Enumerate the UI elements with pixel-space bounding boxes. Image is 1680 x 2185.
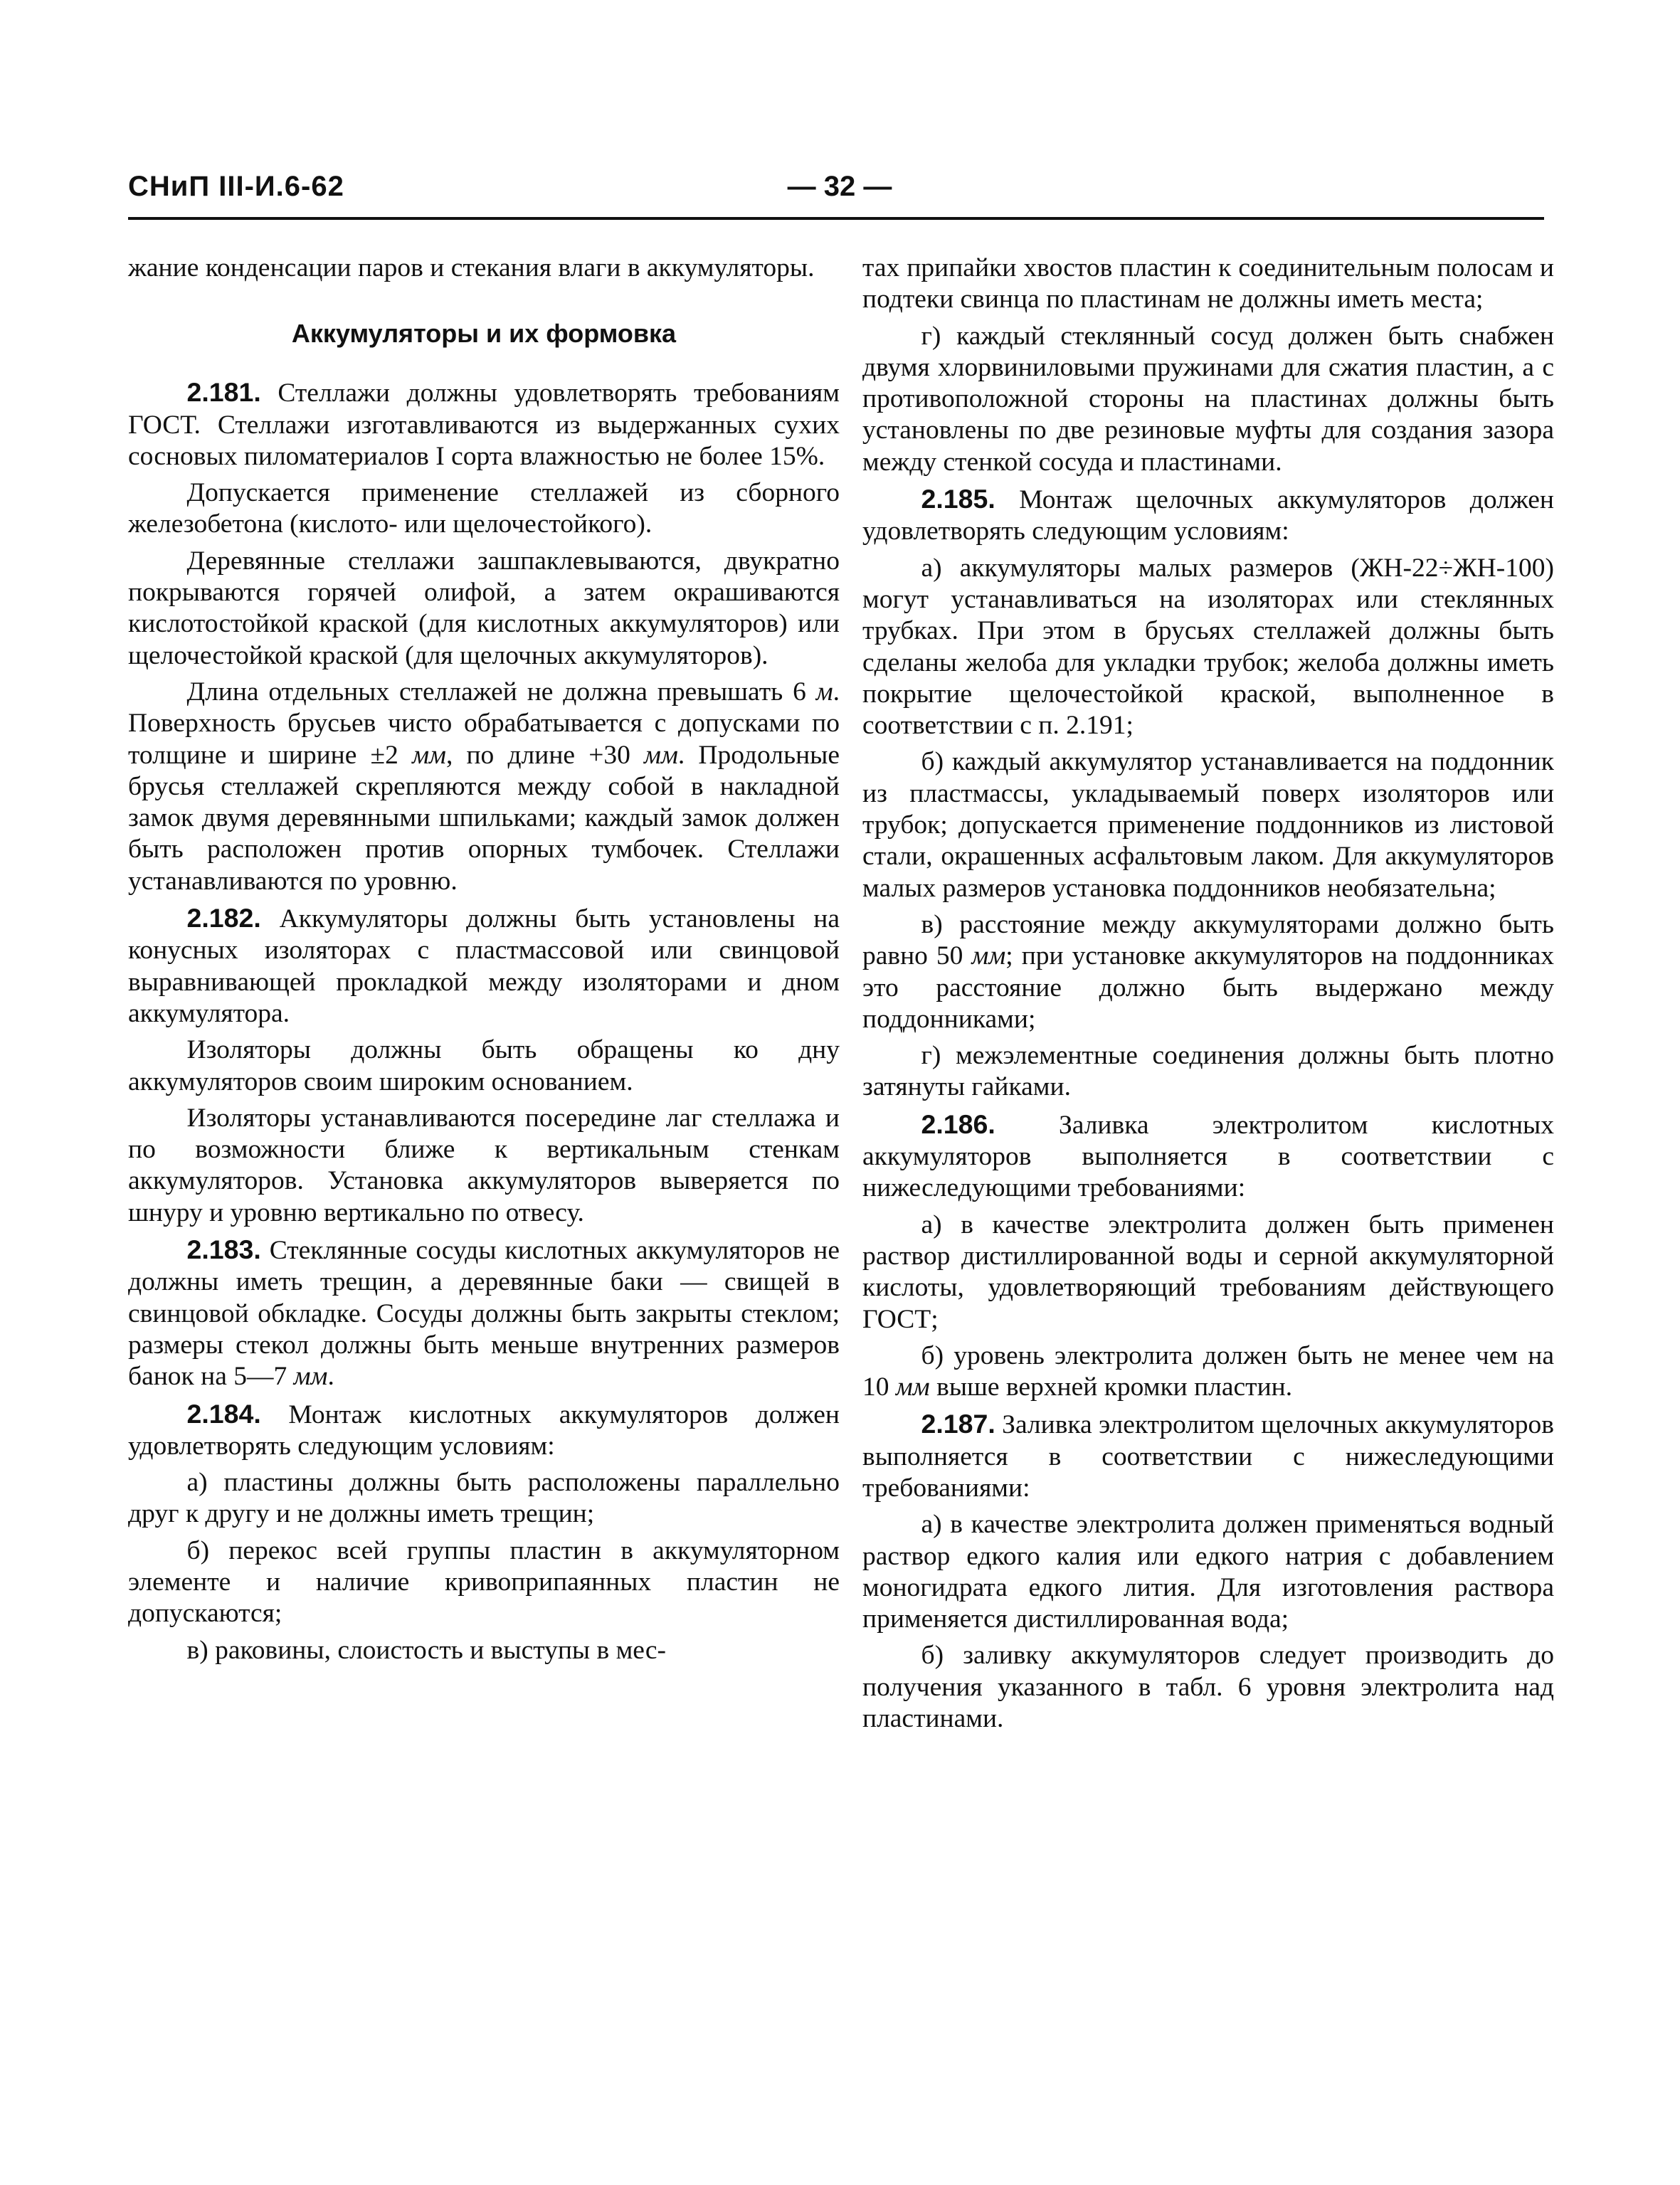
text-run: Длина отдельных стеллажей не должна превышать 6 (186, 677, 816, 707)
unit: мм (895, 1372, 930, 1402)
list-item-g: г) межэлементные соединения должны быть плотно затянуты гайками. (862, 1041, 1554, 1102)
text-run: . Поверхность брусьев чисто обрабатывается с допусками по толщине и ширине ±2 (128, 677, 840, 770)
clause-text: Монтаж кислотных аккумуляторов должен удовлетворять следующим условиям: (128, 1400, 840, 1461)
clause-text: Аккумуляторы должны быть установлены на конусных изоляторах с пластмассовой или свинцовой выравнивающей прокладкой между изоляторами и дном аккумулятора. (128, 904, 840, 1028)
list-item-a: а) пластины должны быть расположены параллельно друг к другу и не должны иметь трещин; (128, 1468, 840, 1529)
list-item-a: а) в качестве электролита должен применяться водный раствор едкого калия или едкого натрия с добавлением моногидрата едкого лития. Для изготовления раствора применяется дистиллированная вода; (862, 1510, 1554, 1634)
clause-number: 2.187. (921, 1409, 995, 1439)
clause-2-185 (862, 483, 1554, 548)
clause-2-186 (862, 1109, 1554, 1205)
clause-2-184 (128, 1398, 840, 1463)
page-number: — 32 — (787, 171, 892, 202)
list-item-v (862, 909, 1554, 1035)
clause-number: 2.184. (186, 1398, 261, 1429)
text-run: выше верхней кромки пластин. (929, 1372, 1293, 1402)
document-code: СНиП III-И.6-62 (128, 171, 344, 202)
page-header (128, 165, 1544, 215)
list-item-b: б) заливку аккумуляторов следует производить до получения указанного в табл. 6 уровня электролита над пластинами. (862, 1641, 1554, 1734)
unit: мм (293, 1362, 328, 1392)
list-item-b (862, 1340, 1554, 1404)
text-run: . Продольные брусья стеллажей скрепляются между собой в накладной замок двумя деревянными шпильками; каждый замок должен быть расположен против опорных тумбочек. Стеллажи устанавливаются по уровню. (128, 740, 840, 896)
clause-number: 2.183. (186, 1234, 261, 1265)
text-run: ; при установке аккумуляторов на поддонниках это расстояние должно быть выдержано между поддонниками; (862, 941, 1554, 1034)
clause-text: Стеллажи должны удовлетворять требованиям ГОСТ. Стеллажи изготавливаются из выдержанных сухих сосновых пиломатериалов I сорта влажностью не более 15%. (128, 379, 840, 471)
text-run: в) расстояние между аккумуляторами должно быть равно 50 (862, 909, 1554, 971)
text-run: б) уровень электролита должен быть не менее чем на 10 (862, 1340, 1554, 1402)
clause-number: 2.182. (186, 903, 261, 933)
right-column (862, 253, 1554, 1735)
clause-2-182 (128, 902, 840, 1030)
list-item-g: г) каждый стеклянный сосуд должен быть снабжен двумя хлорвиниловыми пружинами для сжатия пластин, а с противоположной стороны на пластинах должны быть установлены по две резиновые муфты для создания зазора между стенкой сосуда и пластинами. (862, 321, 1554, 477)
clause-text: Заливка электролитом кислотных аккумуляторов выполняется в соответствии с нижеследующими требованиями: (862, 1110, 1554, 1203)
unit: м (815, 677, 833, 707)
left-column (128, 253, 840, 1666)
paragraph: Деревянные стеллажи зашпаклевываются, двукратно покрываются горячей олифой, а затем окрашиваются кислотостойкой краской (для кислотных аккумуляторов) или щелочестойкой краской (для щелочных аккумуляторов). (128, 546, 840, 670)
list-item-b: б) перекос всей группы пластин в аккумуляторном элементе и наличие кривоприпаянных пластин не допускаются; (128, 1535, 840, 1629)
clause-2-183 (128, 1234, 840, 1392)
list-item-v: в) раковины, слоистость и выступы в мес- (186, 1635, 667, 1665)
paragraph-continued: жание конденсации паров и стекания влаги в аккумуляторы. (128, 253, 815, 282)
clause-text: Заливка электролитом щелочных аккумуляторов выполняется в соответствии с нижеследующими требованиями: (862, 1410, 1554, 1503)
paragraph: Изоляторы должны быть обращены ко дну аккумуляторов своим широким основанием. (128, 1035, 840, 1096)
section-heading: Аккумуляторы и их формовка (291, 319, 677, 349)
unit: мм (412, 740, 446, 770)
clause-number: 2.185. (921, 484, 995, 514)
clause-text: Монтаж щелочных аккумуляторов должен удовлетворять следующим условиям: (862, 485, 1554, 546)
text-run: , по длине +30 (445, 740, 645, 770)
paragraph (128, 677, 840, 897)
unit: мм (971, 941, 1006, 971)
header-rule (128, 217, 1544, 220)
list-item-a: а) в качестве электролита должен быть применен раствор дистиллированной воды и серной аккумуляторной кислоты, удовлетворяющий требованиям действующего ГОСТ; (862, 1210, 1554, 1334)
clause-2-181 (128, 376, 840, 472)
text-run: . (327, 1362, 334, 1392)
clause-number: 2.186. (921, 1109, 995, 1139)
clause-number: 2.181. (186, 377, 261, 408)
list-item-a: а) аккумуляторы малых размеров (ЖН-22÷ЖН-100) могут устанавливаться на изоляторах или стеклянных трубках. При этом в брусьях стеллажей должны быть сделаны желоба для укладки трубок; желоба должны иметь покрытие щелочестойкой краской, выполненное в соответствии с п. 2.191; (862, 553, 1554, 741)
list-item-b: б) каждый аккумулятор устанавливается на поддонник из пластмассы, укладываемый поверх изоляторов или трубок; допускается применение поддонников из листовой стали, окрашенных асфальтовым лаком. Для аккумуляторов малых размеров установка поддонников необязательна; (862, 747, 1554, 903)
unit: мм (644, 740, 678, 770)
clause-text: Стеклянные сосуды кислотных аккумуляторов не должны иметь трещин, а деревянные баки — свищей в свинцовой обкладке. Сосуды должны быть закрыты стеклом; размеры стекол должны быть меньше внутренних размеров банок на 5—7 (128, 1236, 840, 1392)
clause-2-187 (862, 1408, 1554, 1504)
paragraph-continued: тах припайки хвостов пластин к соединительным полосам и подтеки свинца по пластинам не должны иметь места; (862, 253, 1554, 314)
paragraph: Допускается применение стеллажей из сборного железобетона (кислото- или щелочестойкого). (128, 478, 840, 539)
paragraph: Изоляторы устанавливаются посередине лаг стеллажа и по возможности ближе к вертикальным стенкам аккумуляторов. Установка аккумуляторов выверяется по шнуру и уровню вертикально по отвесу. (128, 1103, 840, 1227)
